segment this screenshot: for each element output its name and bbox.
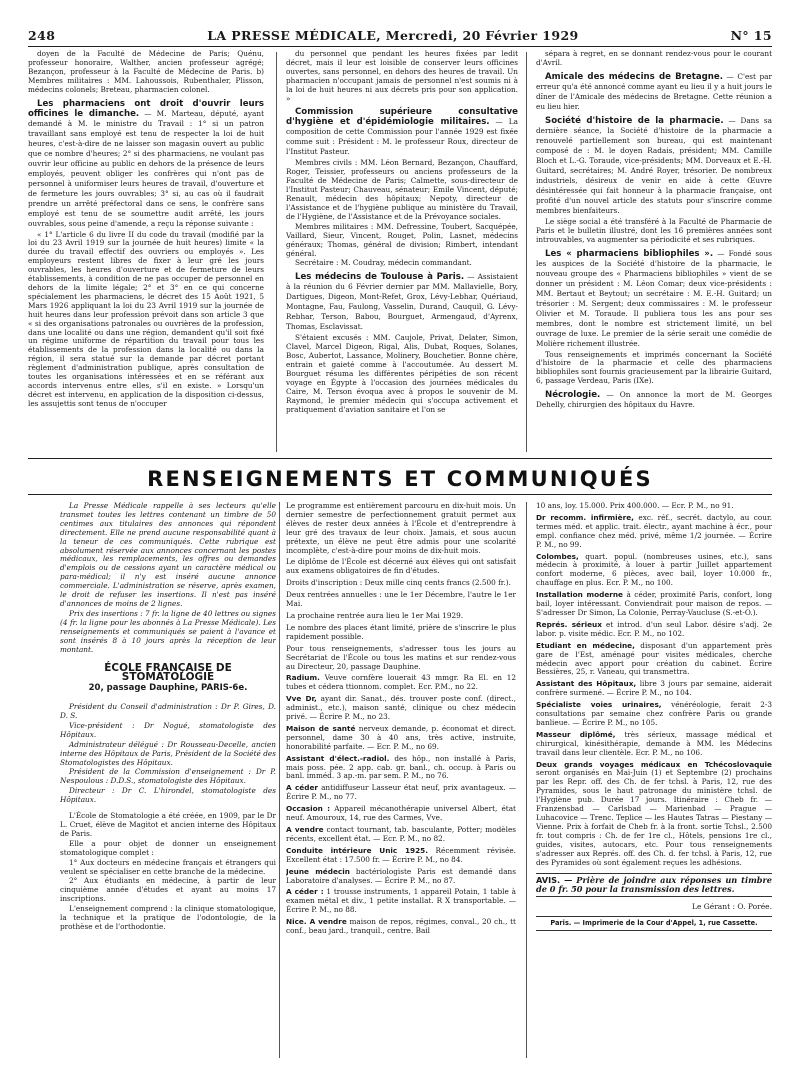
ecole-paragraph: L'École de Stomatologie a été créée, en 1909, par le Dr L. Cruet, élève de Magitot et ancien interne des Hôpitaux de Paris. <box>60 811 276 838</box>
ecole-paragraph: L'enseignement comprend : la clinique stomatologique, la technique et la pratique de l'odontologie, de la prothèse et de l'orthodontie. <box>60 904 276 931</box>
column-divider <box>526 52 527 452</box>
issue-number: N° 15 <box>730 27 772 43</box>
running-header <box>28 26 772 44</box>
ecole-description <box>60 812 276 932</box>
top-column-2 <box>286 50 518 452</box>
ecole-paragraph: 2° Aux étudiants en médecine, à partir de leur cinquième année d'études et ayant au moins 17 inscriptions. <box>60 876 276 904</box>
paragraph: du personnel que pendant les heures fixées par ledit décret, mais il leur est loisible de conserver leurs officines ouvertes, sans personnel, en dehors des heures de travail. Un pharmacien n'occupant jamais de personnel n'est soumis ni à la loi de huit heures ni aux décrets pris pour son application. » <box>286 50 518 103</box>
classified-ad <box>536 514 772 550</box>
ecole-title: ÉCOLE FRANÇAISE DE STOMATOLOGIE <box>104 662 232 684</box>
banner-rule-bottom <box>28 494 772 495</box>
ad-title: Vve Dr, <box>286 694 317 704</box>
ad-title: Dr recomm. infirmière, <box>536 512 634 522</box>
classified-ad <box>536 502 772 511</box>
classified-ad <box>286 805 516 823</box>
ad-title: A céder <box>286 783 318 793</box>
ad-text: très sérieux, massage médical et chirurgical, kinésithérapie, demande à MM. les Médecins travail dans leur clientèle. Ecr. P. M., no 106. <box>536 729 772 757</box>
avis-text: — Prière de joindre aux réponses un timbre de 0 fr. 50 pour la transmission des lettres. <box>536 875 772 895</box>
paragraph: Le siège social a été transféré à la Faculté de Pharmacie de Paris et le bulletin illustré, dont les 16 premières années sont introuvables, va augmenter sa périodicité et ses rubriques. <box>536 216 772 244</box>
classified-ad <box>536 553 772 589</box>
ecole-board-list <box>60 703 276 805</box>
news-item-text: — On annonce la mort de M. Georges Dehelly, chirurgien des hôpitaux du Havre. <box>536 390 772 410</box>
classified-ad <box>286 847 516 865</box>
classified-ad <box>536 642 772 678</box>
avis-title: AVIS. <box>536 875 561 886</box>
classified-ad <box>286 674 516 692</box>
ad-title: Etudiant en médecine, <box>536 640 635 650</box>
classified-ad <box>536 761 772 868</box>
news-item-title: Société d'histoire de la pharmacie. <box>545 115 724 126</box>
ad-text: antidiffuseur Lasseur état neuf, prix avantageux. — Écrire P. M., no 77. <box>286 783 516 802</box>
paragraph: doyen de la Faculté de Médecine de Paris; Quénu, professeur honoraire, Walther, ancien professeur agrégé; Bezançon, professeur à la Faculté de Médecine de Paris. b) Membres militaires : MM. Lahoussois, Rubenthaler, Plisson, médecins colonels; Breteau, pharmacien colonel. <box>28 50 264 94</box>
classified-ad <box>286 725 516 752</box>
classified-ad <box>536 731 772 758</box>
paragraph: Membres militaires : MM. Defressine, Toubert, Sacquépée, Vaillard, Sieur, Vincent, Rouget, Polin, Lasnet, médecins généraux; Thomas, général de division; Rimbert, intendant général. <box>286 221 518 258</box>
notice-intro: La Presse Médicale rappelle à ses lecteurs qu'elle transmet toutes les lettres contenant un timbre de 50 centimes aux titulaires des annonces qui répondent directement. Elle ne prend aucune responsabilité quant à la teneur de ces communiqués. Cette rubrique est absolument réservée aux annonces concernant les postes médicaux, les remplacements, les offres ou demandes d'emplois ou de cessions ayant un caractère médical ou para-médical; il n'y est inséré aucune annonce commerciale. L'administration se réserve, après examen, le droit de refuser les insertions. Il n'est pas inséré d'annonces de moins de 2 lignes. <box>60 502 276 608</box>
classified-ad <box>536 701 772 728</box>
ad-title: Deux grands voyages médicaux en Tchécoslovaquie <box>536 759 772 769</box>
ad-text: quart. popul. (nombreuses usines, etc.), sans médecin à proximité, à louer à partir Juillet appartement confort moderne, 6 pièces, avec bail, loyer 10.000 fr., chauffage en plus. Ecr. P. M., no 100. <box>536 551 772 588</box>
section-banner: RENSEIGNEMENTS ET COMMUNIQUÉS <box>147 467 653 491</box>
ad-title: Maison de santé <box>286 723 356 733</box>
column-divider <box>526 502 527 1058</box>
ad-title: Masseur diplômé, <box>536 729 616 739</box>
classified-ad <box>536 680 772 698</box>
classified-ad <box>286 888 516 915</box>
paragraph: Tous renseignements et imprimés concernant la Société d'histoire de la pharmacie et celle des pharmaciens bibliophiles sont fournis gracieusement par la librairie Guitard, 6, passage Verdeau, Paris (IXe). <box>536 349 772 386</box>
banner-rule-top <box>28 458 772 459</box>
printer-line: Paris. — Imprimerie de la Cour d'Appel, 1, rue Cassette. <box>536 916 772 931</box>
classified-ad <box>286 868 516 886</box>
ad-text: disposant d'un appartement près gare de l'Est, aménagé pour visites médicales, cherche médecin avec apport pour création du cabinet. Écrire Bessières, 25, r. Vaneau, qui transmettra. <box>536 640 772 677</box>
news-item-heading <box>536 116 772 216</box>
paragraph: Deux rentrées annuelles : une le 1er Décembre, l'autre le 1er Mai. <box>286 590 516 609</box>
notice-prices: Prix des insertions : 7 fr. la ligne de 40 lettres ou signes (4 fr. la ligne pour les abonnés à La Presse Médicale). Les renseignements et communiqués se paient à l'avance et sont insérés 8 à 10 jours après la réception de leur montant. <box>60 608 276 654</box>
news-item-heading <box>536 390 772 410</box>
ad-text: Récemment révisée. Excellent état : 17.500 fr. — Écrire P. M., no 84. <box>286 845 516 864</box>
ad-text: 10 ans, loy. 15.000. Prix 400.000. — Ecr. P. M., no 91. <box>536 502 734 510</box>
paragraph: sépara à regret, en se donnant rendez-vous pour le courant d'Avril. <box>536 50 772 67</box>
ad-title: Représ. sérieux <box>536 619 602 629</box>
paragraph: « 1° L'article 6 du livre II du code du travail (modifié par la loi du 23 Avril 1919 sur la journée de huit heures) limite « la durée du travail effectif des ouvriers ou employés ». Les employeurs restent libres de fixer à leur gré les jours ouvrables, les heures d'ouverture et de fermeture de leurs établissements, à condition de ne pas occuper de personnel en dehors de la limite légale; 2° et 3° en ce qui concerne spécialement les pharmaciens, le décret des 15 Août 1921, 5 Mars 1926 appliquant la loi du 23 Avril 1919 sur la journée de huit heures dans leur profession prévoit dans son article 3 que « si des organisations patronales ou ouvrières de la profession, dans une localité ou dans une région, demandent qu'il soit fixé un régime uniforme de répartition du travail pour tous les établissements de la profession dans la localité ou dans la région, il sera statué sur la demande par décret portant règlement d'administration publique, après consultation de toutes les organisations intéressées et en se référant aux accords intervenus entre elles, s'il en existe. » Lorsqu'un décret est intervenu, en application de la disposition ci-dessus, les assujettis sont tenus de n'occuper <box>28 229 264 408</box>
news-item-heading <box>286 107 518 157</box>
bottom-column-1 <box>60 502 276 1062</box>
paragraph: S'étaient excusés : MM. Caujole, Privat, Delater, Simon, Clavel, Marcel Digeon, Rigal, Alis, Dubat, Roques, Solanes, Bosc, Aubertot, Lassance, Molinery, Bouchetier. Bonne chère, entrain et gaieté comme à l'accoutumée. Au dessert M. Bourguet résuma les différentes péripéties de son récent voyage en Égypte à l'occasion des journées médicales du Caire, M. Terson évoqua avec à propos le souvenir de M. Raymond, le premier médecin qui s'occupa activement et pratiquement d'aviation sanitaire et l'on se <box>286 333 518 414</box>
ad-text: nerveux demande, p. économat et direct. personnel, dame 30 à 40 ans, très active, instruite, honorabilité parfaite. — Ecr. P. M., no 69. <box>286 723 516 751</box>
ad-text: ayant dir. Sanat., dés. trouver poste conf. (direct., administ., etc.), maison santé, clinique ou chez médecin privé. — Écrire P. M., no 23. <box>286 694 516 722</box>
classified-ad <box>286 755 516 782</box>
ad-text: vénéréologie, ferait 2-3 consultations par semaine chez confrère Paris ou grande banlieue. — Écrire P. M., no 105. <box>536 700 772 727</box>
news-item-text: — C'est par erreur qu'a été annoncé comme ayant eu lieu il y a huit jours le dîner de l'Amicale des médecins de Bretagne. Cette réunion a eu lieu hier. <box>536 71 772 111</box>
ad-text: des hôp., non installé à Paris, mais poss. pée. 2 app. cab. gr. banl., ch. occup. à Paris ou banl. imméd. 3 ap.-m. par sem. P. M., no 76. <box>286 753 516 781</box>
ad-title: Occasion : <box>286 804 331 814</box>
avis-notice <box>536 873 772 897</box>
news-item-heading <box>286 272 518 332</box>
news-item-text: — La composition de cette Commission pour l'année 1929 est fixée comme suit : Président : M. le professeur Roux, directeur de l'Institut Pasteur. <box>286 117 518 157</box>
ad-title: Assistant d'élect.-radiol. <box>286 753 390 763</box>
ad-text: Appareil mécanothérapie universel Albert, état neuf. Amouroux, 14, rue des Carmes, Vve. <box>286 804 516 823</box>
paragraph: La prochaine rentrée aura lieu le 1er Mai 1929. <box>286 610 464 620</box>
ad-title: Assistant des Hôpitaux, <box>536 679 637 689</box>
ad-text: contact tournant, tab. basculante, Potter; modèles récents, excellent état. — Ecr. P. M., no 82. <box>286 825 516 843</box>
board-member: Administrateur délégué : Dr Rousseau-Decelle, ancien interne des Hôpitaux de Paris, Président de la Société des Stomatologistes des Hôpitaux. <box>60 739 276 767</box>
paragraph: Pour tous renseignements, s'adresser tous les jours au Secrétariat de l'École ou tous les matins et sur rendez-vous au Directeur, 20, passage Dauphine. <box>286 643 516 671</box>
news-item-text: — M. Marteau, député, ayant demandé à M. le ministre du Travail : 1° si un patron travaillant sans employé est tenu de respecter la loi de huit heures, c'est-à-dire de ne laisser son magasin ouvert au public que ce nombre d'heures; 2° si des pharmaciens, ne voulant pas ouvrir leur officine au public en dehors de la présence de leurs employés, peuvent obliger les confrères qui n'ont pas de personnel à uniformiser leurs heures de travail, d'ouverture et de fermeture les jours ouvrables; 3° si, au cas où il faudrait prendre un arrêté préfectoral dans ce sens, le confrère sans employé est tenu de se soumettre audit arrêté, les jours ouvrables, sous peine d'amende, a reçu la réponse suivante : <box>28 108 264 228</box>
ad-text: et introd. d'un seul Labor. désire s'adj. 2e labor. p. visite médic. Ecr. P. M., no 102. <box>536 619 772 638</box>
ad-text: maison de repos, régimes, conval., 20 ch., tt conf., beau jard., tranquil., centre. Bail <box>286 917 516 936</box>
paragraph: Droits d'inscription : Deux mille cinq cents francs (2.500 fr.). <box>286 578 511 588</box>
classified-ads-list <box>536 502 772 867</box>
top-column-1 <box>28 50 264 452</box>
page-number: 248 <box>28 27 56 43</box>
ad-text: seront organisés en Mai-Juin (1) et Septembre (2) prochains par les Repr. off. des Ch. de fer tchsl. à Paris, 12, rue des Pyramides, sous le haut patronage du ministère tchsl. de l'Hygiène pub. Durée 17 jours. Itinéraire : Cheb fr. — Franzensbad — Carlsbad — Marienbad — Prague — Luhacovice — Trenc. Teplice — les Hautes Tatras — Piestany — Vienne. Prix à forfait de Cheb fr. à la front. sortie Tchsl., 2.500 fr. tout compris : Ch. de fer 1re cl., Hôtels, pensions 1re cl., guides, visites, autocars, etc. Pour tous renseignements s'adresser aux Représ. off. des Ch. d. fer tchsl. à Paris, 12, rue des Pyramides où sont également reçues les adhésions. <box>536 768 772 867</box>
ad-text: Veuve cornfère louerait 43 mmgr. Ra El. en 12 tubes et cédera ttionnom. complet. Ecr. P.M., no 22. <box>286 673 516 692</box>
board-member: Vice-président : Dr Nogué, stomatologiste des Hôpitaux. <box>60 720 276 739</box>
news-item-heading <box>28 99 264 229</box>
news-item-heading <box>536 72 772 112</box>
news-item-title: Les médecins de Toulouse à Paris. <box>295 272 465 283</box>
paragraph: Le diplôme de l'École est décerné aux élèves qui ont satisfait aux examens obligatoires de fin d'études. <box>286 557 516 576</box>
bottom-column-3 <box>536 502 772 1062</box>
classified-ad <box>286 695 516 722</box>
news-item-title: Commission supérieure consultative d'hygiène et d'épidémiologie militaires. <box>286 107 518 128</box>
paragraph: Secrétaire : M. Coudray, médecin commandant. <box>295 258 472 268</box>
board-member: Président du Conseil d'administration : Dr P. Gires, D. D. S. <box>60 702 276 721</box>
news-item-heading <box>536 249 772 349</box>
ecole-paragraph: 1° Aux docteurs en médecine français et étrangers qui veulent se spécialiser en cette branche de la médecine. <box>60 857 276 876</box>
ad-text: exc. réf., secrét. dactylo, au cour. termes méd. et applic. trait. électr., ayant machine à écr., pour empl. confiance chez méd. privé, même 1/2 journée. — Écrire P. M., no 99. <box>536 512 772 549</box>
ad-title: Nice. A vendre <box>286 917 347 927</box>
ad-text: bactériologiste Paris est demandé dans Laboratoire d'analyses. — Écrire P. M., no 87. <box>286 866 516 885</box>
classified-ad <box>286 918 516 936</box>
ad-title: Spécialiste voies urinaires, <box>536 700 662 710</box>
top-column-3 <box>536 50 772 452</box>
header-rule <box>28 46 772 47</box>
gerant-line: Le Gérant : O. Porée. <box>691 902 772 912</box>
ad-title: Radium. <box>286 673 320 683</box>
paragraph: Le nombre des places étant limité, prière de s'inscrire le plus rapidement possible. <box>286 622 516 641</box>
ad-title: Colombes, <box>536 551 579 561</box>
journal-title: LA PRESSE MÉDICALE, Mercredi, 20 Février 1929 <box>207 27 579 43</box>
classified-ad <box>286 784 516 802</box>
ad-title: A vendre <box>286 825 324 834</box>
paragraph: Membres civils : MM. Léon Bernard, Bezançon, Chauffard, Roger, Teissier, professeurs ou anciens professeurs de la Faculté de Médecine de Paris; Calmette, sous-directeur de l'Institut Pasteur; Chauveau, sénateur; Emile Vincent, député; Renault, médecin des hôpitaux; Nepoty, directeur de l'Assistance et de l'hygiène publique au ministère du Travail, de l'Hygiène, de l'Assistance et de la Prévoyance sociales. <box>286 158 518 221</box>
ad-text: 1 trousse instruments, 1 appareil Potain, 1 table à examen métal et div., 1 petite installat. R X transportable. — Écrire P. M., no 88. <box>286 887 516 915</box>
classified-ad <box>536 591 772 618</box>
ad-title: Conduite intérieure Unic 1925. <box>286 845 429 855</box>
column-divider <box>276 52 277 452</box>
ecole-address: 20, passage Dauphine, PARIS-6e. <box>88 683 248 694</box>
ecole-paragraph: Elle a pour objet de donner un enseignement stomatologique complet : <box>60 838 276 857</box>
ad-title: Installation moderne <box>536 590 624 600</box>
ad-title: A céder : <box>286 887 324 897</box>
news-item-title: Les « pharmaciens bibliophiles ». <box>545 248 714 259</box>
news-item-text: — Assistaient à la réunion du 6 Février dernier par MM. Mallavielle, Bory, Dartigues, Digeon, Mont-Refet, Grox, Lévy-Lebhar, Quériaud, Montagne, Fau, Faulong, Vasselin, Durand, Cauquil, G. Lévy-Rebhar, Terson, Babou, Bourguet, Armengaud, d'Ayrenx, Thomas, Esclavissat. <box>286 272 518 332</box>
news-item-title: Amicale des médecins de Bretagne. <box>545 71 724 82</box>
board-member: Président de la Commission d'enseignement : Dr P. Nespoulous : D.D.S., stomatologiste des Hôpitaux. <box>60 767 276 786</box>
news-item-text: — Dans sa dernière séance, la Société d'histoire de la pharmacie a renouvelé partiellement son bureau, qui est maintenant composé de : M. le doyen Radais, président; MM. Camille Bloch et L.-G. Toraude, vice-présidents; MM. Dorveaux et E.-H. Guitard, secrétaires; M. André Royer, trésorier. De nombreux industriels, désireux de venir en aide à cette Œuvre désintéressée qui fait honneur à la pharmacie française, ont profité d'un nouvel article des statuts pour s'inscrire comme membres bienfaiteurs. <box>536 115 772 215</box>
news-item-title: Nécrologie. <box>545 390 601 401</box>
ad-title: Jeune médecin <box>286 866 350 876</box>
ad-text: libre 3 jours par semaine, aiderait confrère surmené. — Écrire P. M., no 104. <box>536 679 772 698</box>
paragraph: Le programme est entièrement parcouru en dix-huit mois. Un dernier semestre de perfectionnement gratuit permet aux élèves de rester deux années à l'École et d'entreprendre à leur gré des travaux de leur choix. Jamais, et sous aucun prétexte, un élève ne peut être admis pour une scolarité incomplète, c'est-à-dire pour moins de dix-huit mois. <box>286 502 516 555</box>
classified-ad <box>286 826 516 844</box>
board-member: Directeur : Dr C. L'hirondel, stomatologiste des Hôpitaux. <box>60 786 276 805</box>
ad-text: à céder, proximité Paris, confort, long bail, loyer intéressant. Conviendrait pour maison de repos. — S'adresser Dr Simon, La Colonie, Perray-Vaucluse (S.-et-O.). <box>536 590 772 617</box>
news-item-title: Les pharmaciens ont droit d'ouvrir leurs officines le dimanche. <box>28 98 264 119</box>
column-divider <box>279 502 280 1058</box>
classified-ad <box>536 621 772 639</box>
news-item-text: — Fondé sous les auspices de la Société d'histoire de la pharmacie, le nouveau groupe des « Pharmaciens bibliophiles » vient de se donner un président : M. Léon Comar; deux vice-présidents : MM. Bertaut et Beytout; un secrétaire : M. E.-H. Guitard; un trésorier : M. Sergent; deux commissaires : M. le professeur Olivier et M. Toraude. Il publiera tous les ans pour ses membres, dont le nombre est strictement limité, un bel ouvrage de luxe. Le premier de la série serait une comédie de Molière richement illustrée. <box>536 248 772 348</box>
bottom-column-2 <box>286 502 516 1062</box>
